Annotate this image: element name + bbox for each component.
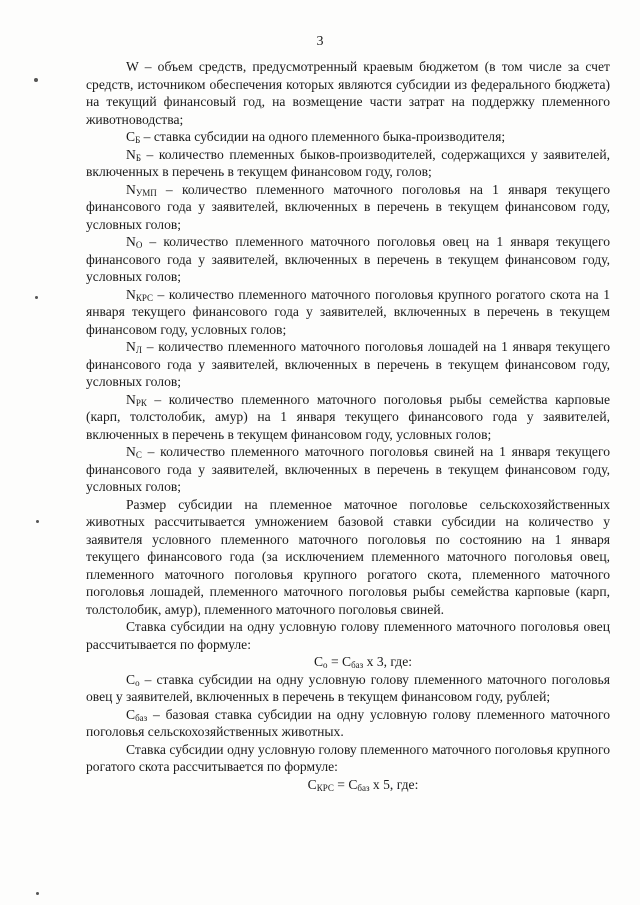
scan-speck <box>36 892 39 895</box>
paragraph <box>86 391 610 444</box>
paragraph-text: – количество племенного маточного поголовья на 1 января текущего финансового года у заявителей, включенных в перечень в текущем финансовом году, условных голов; <box>86 181 610 232</box>
symbol-subscript: баз <box>135 712 148 723</box>
paragraph <box>86 58 610 128</box>
symbol-subscript: РК <box>135 397 147 408</box>
paragraph-text: – количество племенных быков-производителей, содержащихся у заявителей, включенных в перечень в текущем финансовом году, голов; <box>86 146 610 179</box>
symbol-subscript: Л <box>135 345 142 355</box>
paragraph <box>86 233 610 286</box>
symbol-subscript: Б <box>135 135 141 145</box>
symbol: С <box>126 671 136 687</box>
paragraph <box>86 443 610 496</box>
formula-subscript: КРС <box>316 782 334 793</box>
formula-cattle-rate <box>86 776 610 794</box>
scan-speck <box>34 78 38 82</box>
formula-subscript: баз <box>351 660 364 670</box>
symbol-subscript: С <box>135 450 142 460</box>
paragraph-text: – количество племенного маточного поголовья лошадей на 1 января текущего финансового года у заявителей, включенных в перечень в текущем финансовом году, условных голов; <box>86 339 610 389</box>
paragraph-text: – количество племенного маточного поголовья рыбы семейства карповые (карп, толстолобик, амур) на 1 января текущего финансового года у заявителей, включенных в перечень в текущем финансовом году, условных голов; <box>86 391 610 442</box>
formula-tail: х 3, где: <box>363 654 413 669</box>
symbol: N <box>126 234 136 249</box>
formula-equals: = С <box>327 654 352 669</box>
symbol: N <box>126 146 136 162</box>
formula-equals: = С <box>333 776 358 792</box>
scan-speck <box>35 296 38 299</box>
symbol: N <box>126 444 136 459</box>
symbol-subscript: КРС <box>135 292 153 303</box>
paragraph-text: Ставка субсидии одну условную голову племенного маточного поголовья крупного рогатого скота рассчитывается по формуле: <box>86 741 610 774</box>
paragraph <box>86 496 610 619</box>
paragraph <box>86 618 610 653</box>
paragraph-text: – количество племенного маточного поголовья крупного рогатого скота на 1 января текущего финансового года у заявителей, включенных в перечень в текущем финансовом году, условных голов; <box>86 286 610 337</box>
formula-tail: х 5, где: <box>369 776 419 792</box>
formula-symbol: С <box>313 654 324 669</box>
symbol: N <box>126 391 136 407</box>
paragraph-text: – количество племенного маточного поголовья овец на 1 января текущего финансового года у заявителей, включенных в перечень в текущем финансовом году, условных голов; <box>86 234 610 284</box>
paragraph <box>86 706 610 741</box>
paragraph <box>86 671 610 706</box>
paragraph-text: – ставка субсидии на одну условную голову племенного маточного поголовья овец у заявителей, включенных в перечень в текущем финансовом году, рублей; <box>86 671 610 704</box>
paragraph <box>86 741 610 776</box>
formula-subscript: баз <box>357 782 370 793</box>
paragraph <box>86 286 610 339</box>
scan-speck <box>36 520 39 523</box>
symbol-subscript: о <box>135 677 140 688</box>
paragraph-group-rates <box>86 671 610 776</box>
formula-subscript: о <box>323 660 328 670</box>
paragraph <box>86 181 610 234</box>
symbol: W <box>126 59 139 74</box>
paragraph-text: – объем средств, предусмотренный краевым бюджетом (в том числе за счет средств, источником обеспечения которых являются субсидии из федерального бюджета) на текущий финансовый год, на возмещение части затрат на поддержку племенного животноводства; <box>86 59 610 127</box>
symbol-subscript: О <box>135 240 143 250</box>
symbol: С <box>126 129 136 144</box>
paragraph-text: – ставка субсидии на одного племенного быка-производителя; <box>140 129 506 144</box>
paragraph-text: – базовая ставка субсидии на одну условную голову племенного маточного поголовья сельскохозяйственных животных. <box>86 706 610 739</box>
paragraph-group-definitions <box>86 58 610 653</box>
formula-symbol: С <box>307 776 317 792</box>
paragraph <box>86 128 610 146</box>
formula-sheep-rate <box>86 653 610 671</box>
paragraph-text: Размер субсидии на племенное маточное поголовье сельскохозяйственных животных рассчитывается умножением базовой ставки субсидии на количество у заявителя условного племенного маточного поголовья по состоянию на 1 января текущего финансового года (за исключением племенного маточного поголовья овец, племенного маточного поголовья крупного рогатого скота, племенного маточного поголовья лошадей, племенного маточного поголовья рыбы семейства карповые (карп, толстолобик, амур), племенного маточного поголовья свиней. <box>86 496 610 617</box>
paragraph <box>86 146 610 181</box>
paragraph-text: Ставка субсидии на одну условную голову племенного маточного поголовья овец рассчитывается по формуле: <box>86 619 610 652</box>
symbol: N <box>126 286 136 302</box>
page-number: 3 <box>316 34 324 49</box>
symbol: С <box>126 706 136 722</box>
symbol-subscript: УМП <box>135 187 157 198</box>
symbol: N <box>126 339 136 354</box>
paragraph <box>86 338 610 391</box>
paragraph-text: – количество племенного маточного поголовья свиней на 1 января текущего финансового года у заявителей, включенных в перечень в текущем финансовом году, условных голов; <box>86 444 610 494</box>
symbol: N <box>126 181 136 197</box>
symbol-subscript: Б <box>135 152 141 163</box>
document-body <box>86 58 610 793</box>
